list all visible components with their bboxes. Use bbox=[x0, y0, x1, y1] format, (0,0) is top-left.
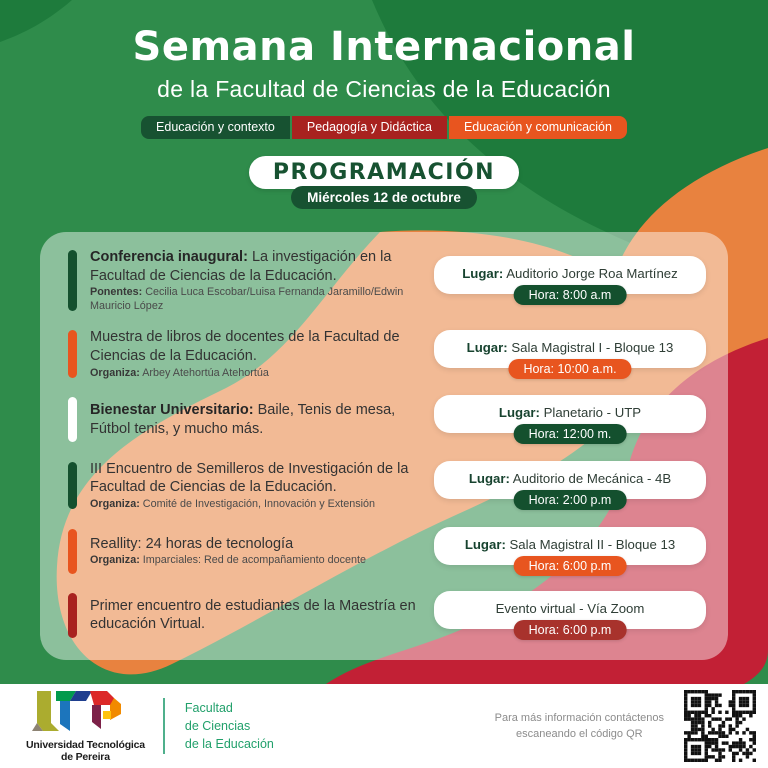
event-row-2 bbox=[68, 328, 706, 380]
event-text bbox=[90, 460, 434, 512]
qr-info-line2: escaneando el código QR bbox=[516, 728, 643, 740]
event-row-5 bbox=[68, 527, 706, 576]
event-title: III Encuentro de Semilleros de Investigación de la Facultad de Ciencias de la Educación. bbox=[90, 460, 409, 496]
event-meta: Organiza: Comité de Investigación, Innovación y Extensión bbox=[90, 497, 376, 510]
event-location: Lugar: Auditorio Jorge Roa Martínez bbox=[462, 266, 678, 282]
event-time-badge: Hora: 6:00 p.m bbox=[514, 556, 627, 576]
event-row-3 bbox=[68, 395, 706, 444]
event-accent-bar bbox=[68, 250, 77, 311]
faculty-name bbox=[185, 699, 274, 753]
faculty-line2: de Ciencias bbox=[184, 718, 251, 733]
event-accent-bar bbox=[68, 330, 77, 378]
event-location-card bbox=[434, 330, 706, 376]
event-location-card bbox=[434, 256, 706, 303]
utp-logo-block bbox=[26, 689, 145, 763]
program-heading-group bbox=[0, 156, 768, 209]
qr-info-line1: Para más información contáctenos bbox=[494, 711, 664, 724]
event-accent-bar bbox=[68, 593, 77, 638]
poster-subtitle: de la Facultad de Ciencias de la Educación bbox=[157, 76, 611, 102]
utp-logo-icon bbox=[29, 689, 141, 737]
event-location: Evento virtual - Vía Zoom bbox=[495, 600, 645, 616]
event-location-card bbox=[434, 461, 706, 507]
event-text bbox=[90, 597, 434, 634]
qr-info-text bbox=[495, 710, 664, 743]
event-text bbox=[90, 535, 434, 568]
event-meta: Ponentes: Cecilia Luca Escobar/Luisa Fernanda Jaramillo/Edwin Mauricio López bbox=[90, 286, 404, 312]
event-location-card bbox=[434, 395, 706, 442]
event-card-wrap bbox=[434, 256, 706, 305]
event-location: Lugar: Sala Magistral I - Bloque 13 bbox=[466, 339, 674, 355]
event-row-4 bbox=[68, 460, 706, 512]
program-list bbox=[40, 232, 728, 660]
event-text bbox=[90, 401, 434, 438]
tag-educacion-comunicacion: Educación y comunicación bbox=[449, 116, 627, 139]
utp-logo-caption bbox=[26, 739, 145, 763]
utp-caption-line2: de Pereira bbox=[61, 751, 110, 763]
tag-pedagogia-didactica: Pedagogía y Didáctica bbox=[292, 116, 447, 139]
event-accent-bar bbox=[68, 529, 77, 574]
event-text bbox=[90, 328, 434, 380]
event-meta: Organiza: Arbey Atehortúa Atehortúa bbox=[90, 366, 269, 379]
category-tags bbox=[0, 116, 768, 139]
event-row-6 bbox=[68, 591, 706, 640]
event-card-wrap bbox=[434, 395, 706, 444]
event-card-wrap bbox=[434, 527, 706, 576]
poster-title: Semana Internacional bbox=[132, 24, 636, 70]
event-location: Lugar: Planetario - UTP bbox=[498, 405, 642, 421]
event-time-badge: Hora: 12:00 m. bbox=[514, 424, 627, 444]
event-time-badge: Hora: 2:00 p.m bbox=[514, 490, 627, 510]
event-location: Lugar: Auditorio de Mecánica - 4B bbox=[468, 470, 672, 486]
event-meta: Organiza: Imparciales: Red de acompañamiento docente bbox=[90, 554, 367, 567]
faculty-line1: Facultad bbox=[184, 700, 233, 715]
event-accent-bar bbox=[68, 462, 77, 510]
program-heading: PROGRAMACIÓN bbox=[249, 156, 519, 189]
program-date-badge: Miércoles 12 de octubre bbox=[291, 186, 477, 209]
event-card-wrap bbox=[434, 330, 706, 379]
event-time-badge: Hora: 6:00 p.m bbox=[514, 620, 627, 640]
event-accent-bar bbox=[68, 397, 77, 442]
event-time-badge: Hora: 10:00 a.m. bbox=[508, 359, 631, 379]
event-card-wrap bbox=[434, 591, 706, 640]
event-location-card bbox=[434, 527, 706, 573]
event-title: Reallity: 24 horas de tecnología bbox=[90, 535, 294, 552]
event-location-card bbox=[434, 591, 706, 637]
footer bbox=[0, 684, 768, 768]
faculty-line3: de la Educación bbox=[184, 737, 274, 752]
event-row-1 bbox=[68, 248, 706, 313]
footer-divider bbox=[163, 698, 165, 754]
header bbox=[0, 0, 768, 209]
event-time-badge: Hora: 8:00 a.m bbox=[514, 285, 627, 305]
event-text bbox=[90, 248, 434, 313]
utp-caption-line1: Universidad Tecnológica bbox=[26, 738, 145, 751]
qr-code bbox=[684, 690, 756, 762]
event-title: Muestra de libros de docentes de la Facultad de Ciencias de la Educación. bbox=[90, 329, 400, 364]
event-title: Primer encuentro de estudiantes de la Maestría en educación Virtual. bbox=[90, 597, 416, 633]
event-title: Bienestar Universitario: Baile, Tenis de mesa, Fútbol tenis, y mucho más. bbox=[90, 402, 396, 437]
event-card-wrap bbox=[434, 461, 706, 510]
tag-educacion-contexto: Educación y contexto bbox=[141, 116, 290, 139]
event-location: Lugar: Sala Magistral II - Bloque 13 bbox=[464, 536, 676, 552]
event-title: Conferencia inaugural: La investigación en la Facultad de Ciencias de la Educación. bbox=[90, 249, 392, 284]
